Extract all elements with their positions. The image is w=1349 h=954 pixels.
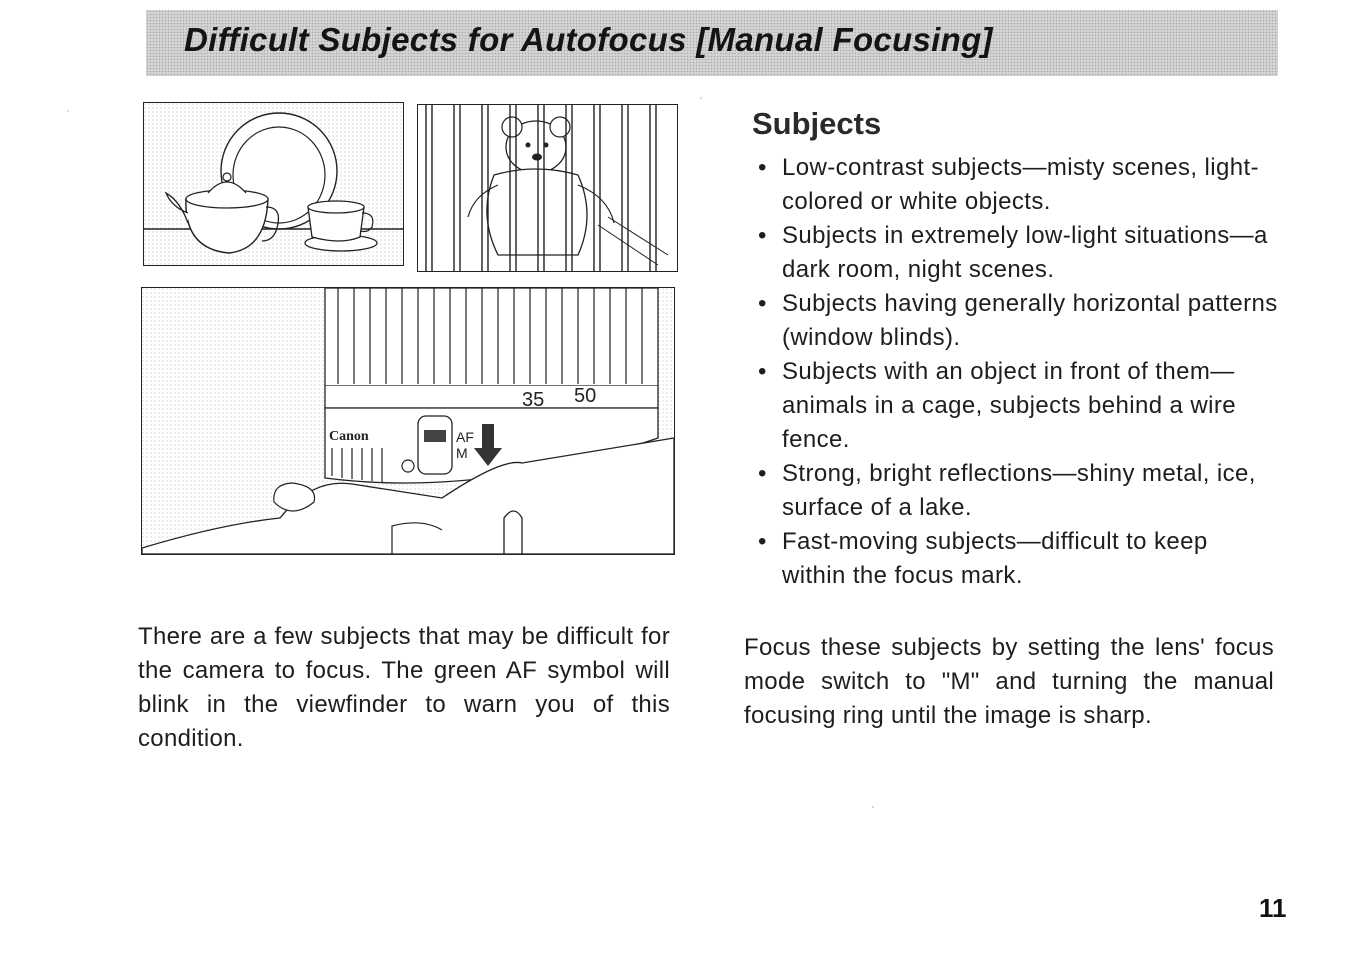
intro-paragraph: There are a few subjects that may be difficult for the camera to focus. The green AF symbol will blink in the viewfinder to warn you of this condition. bbox=[138, 623, 670, 752]
page-number: 11 bbox=[1259, 893, 1287, 923]
scan-speck bbox=[872, 806, 874, 808]
list-item: • Fast-moving subjects—difficult to keep within the focus mark. bbox=[758, 525, 1278, 593]
focal-mark-50: 50 bbox=[574, 385, 597, 407]
focal-mark-35: 35 bbox=[522, 389, 545, 411]
list-item: • Subjects having generally horizontal patterns (window blinds). bbox=[758, 287, 1278, 355]
list-item: • Subjects with an object in front of them—animals in a cage, subjects behind a wire fence. bbox=[758, 355, 1278, 457]
page-title: Difficult Subjects for Autofocus [Manual Focusing] bbox=[184, 21, 993, 58]
subjects-heading: Subjects bbox=[752, 106, 882, 141]
title-banner bbox=[146, 10, 1278, 76]
list-item: • Strong, bright reflections—shiny metal, ice, surface of a lake. bbox=[758, 457, 1278, 525]
list-item: • Low-contrast subjects—misty scenes, light-colored or white objects. bbox=[758, 151, 1278, 219]
switch-label-m: M bbox=[456, 445, 468, 461]
illustration-teapot-cup bbox=[143, 102, 404, 266]
lens-brand: Canon bbox=[329, 429, 369, 444]
scan-speck bbox=[67, 110, 69, 112]
instruction-paragraph: Focus these subjects by setting the lens' focus mode switch to "M" and turning the manual focusing ring until the image is sharp. bbox=[744, 634, 1274, 729]
illustration-lens-focus-switch bbox=[141, 287, 675, 555]
scan-speck bbox=[700, 97, 702, 99]
subjects-list bbox=[758, 151, 1278, 593]
illustration-bear-behind-bars bbox=[417, 104, 678, 272]
switch-label-af: AF bbox=[456, 429, 474, 445]
list-item: • Subjects in extremely low-light situations—a dark room, night scenes. bbox=[758, 219, 1278, 287]
